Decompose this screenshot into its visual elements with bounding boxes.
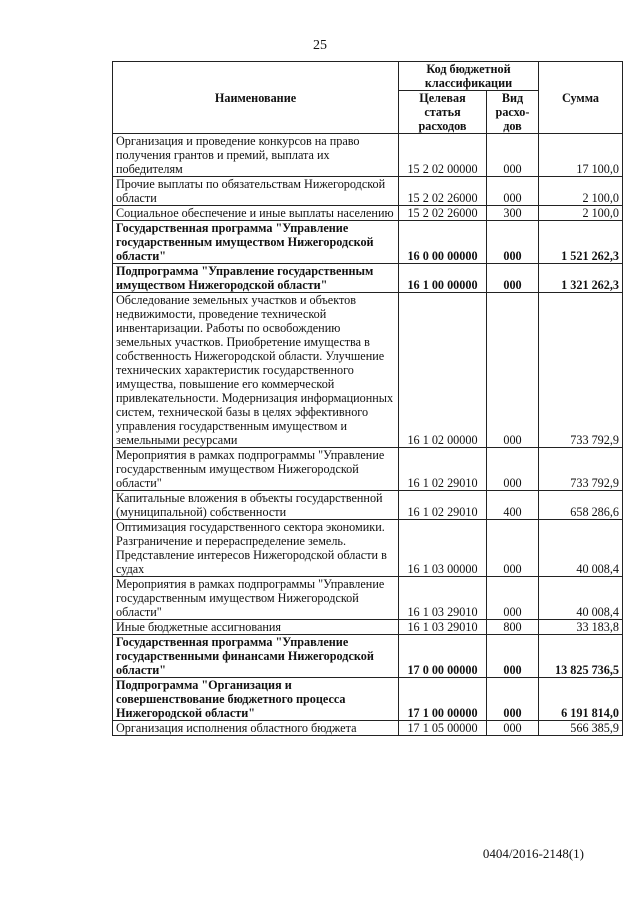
table-row: [113, 620, 623, 635]
row-target-article: 16 1 03 29010: [399, 577, 487, 620]
table-row: [113, 635, 623, 678]
table-row: [113, 293, 623, 448]
row-expense-type: 000: [487, 264, 539, 293]
header-amount: Сумма: [539, 62, 623, 134]
table-row: [113, 134, 623, 177]
table-row: [113, 206, 623, 221]
row-target-article: 17 1 05 00000: [399, 721, 487, 736]
row-amount: 1 321 262,3: [539, 264, 623, 293]
row-expense-type: 000: [487, 177, 539, 206]
header-name: Наименование: [113, 62, 399, 134]
row-amount: 40 008,4: [539, 577, 623, 620]
row-name: Подпрограмма "Организация и совершенствование бюджетного процесса Нижегородской области": [113, 678, 399, 721]
row-target-article: 16 1 02 29010: [399, 491, 487, 520]
page-number: 25: [313, 38, 327, 53]
document-code: 0404/2016-2148(1): [482, 846, 584, 861]
row-target-article: 16 1 02 00000: [399, 293, 487, 448]
row-target-article: 16 1 03 29010: [399, 620, 487, 635]
header-expense-type: Вид расхо-дов: [487, 91, 539, 134]
row-name: Государственная программа "Управление государственным имуществом Нижегородской области": [113, 221, 399, 264]
row-amount: 40 008,4: [539, 520, 623, 577]
row-amount: 17 100,0: [539, 134, 623, 177]
row-name: Иные бюджетные ассигнования: [113, 620, 399, 635]
row-name: Обследование земельных участков и объектов недвижимости, проведение технической инвентаризации. Работы по освобождению земельных участков. Приобретение имущества в собственность Нижегородской области. Улучшение технических характеристик государственного имущества, повышение его коммерческой привлекательности. Модернизация информационных систем, технической базы в целях эффективного управления государственным имуществом и земельными ресурсами: [113, 293, 399, 448]
table-body: [113, 134, 623, 736]
table-row: [113, 221, 623, 264]
row-name: Оптимизация государственного сектора экономики. Разграничение и перераспределение земель. Представление интересов Нижегородской области в судах: [113, 520, 399, 577]
row-expense-type: 000: [487, 221, 539, 264]
row-expense-type: 800: [487, 620, 539, 635]
row-expense-type: 300: [487, 206, 539, 221]
row-name: Мероприятия в рамках подпрограммы "Управление государственным имуществом Нижегородской области": [113, 577, 399, 620]
table-row: [113, 491, 623, 520]
row-target-article: 16 1 00 00000: [399, 264, 487, 293]
row-target-article: 16 0 00 00000: [399, 221, 487, 264]
table-row: [113, 520, 623, 577]
row-name: Организация исполнения областного бюджета: [113, 721, 399, 736]
row-amount: 733 792,9: [539, 448, 623, 491]
row-target-article: 15 2 02 26000: [399, 206, 487, 221]
table-row: [113, 264, 623, 293]
row-expense-type: 000: [487, 520, 539, 577]
row-name: Прочие выплаты по обязательствам Нижегородской области: [113, 177, 399, 206]
row-amount: 733 792,9: [539, 293, 623, 448]
row-target-article: 17 1 00 00000: [399, 678, 487, 721]
row-expense-type: 400: [487, 491, 539, 520]
table-row: [113, 448, 623, 491]
row-amount: 566 385,9: [539, 721, 623, 736]
row-amount: 1 521 262,3: [539, 221, 623, 264]
table-header: [113, 62, 623, 134]
table-row: [113, 678, 623, 721]
row-name: Подпрограмма "Управление государственным имуществом Нижегородской области": [113, 264, 399, 293]
budget-table: [112, 61, 623, 736]
row-expense-type: 000: [487, 721, 539, 736]
row-target-article: 16 1 03 00000: [399, 520, 487, 577]
row-amount: 6 191 814,0: [539, 678, 623, 721]
row-expense-type: 000: [487, 448, 539, 491]
row-amount: 2 100,0: [539, 206, 623, 221]
row-amount: 2 100,0: [539, 177, 623, 206]
row-amount: 658 286,6: [539, 491, 623, 520]
table-row: [113, 177, 623, 206]
row-name: Организация и проведение конкурсов на право получения грантов и премий, выплата их победителям: [113, 134, 399, 177]
header-code-group: Код бюджетной классификации: [399, 62, 539, 91]
row-expense-type: 000: [487, 134, 539, 177]
row-name: Социальное обеспечение и иные выплаты населению: [113, 206, 399, 221]
row-amount: 13 825 736,5: [539, 635, 623, 678]
table-row: [113, 721, 623, 736]
row-target-article: 15 2 02 00000: [399, 134, 487, 177]
header-target-article: Целевая статья расходов: [399, 91, 487, 134]
row-name: Государственная программа "Управление государственными финансами Нижегородской области": [113, 635, 399, 678]
row-name: Мероприятия в рамках подпрограммы "Управление государственным имуществом Нижегородской области": [113, 448, 399, 491]
row-amount: 33 183,8: [539, 620, 623, 635]
table-row: [113, 577, 623, 620]
row-expense-type: 000: [487, 635, 539, 678]
row-target-article: 17 0 00 00000: [399, 635, 487, 678]
row-target-article: 16 1 02 29010: [399, 448, 487, 491]
row-target-article: 15 2 02 26000: [399, 177, 487, 206]
row-expense-type: 000: [487, 678, 539, 721]
row-name: Капитальные вложения в объекты государственной (муниципальной) собственности: [113, 491, 399, 520]
row-expense-type: 000: [487, 577, 539, 620]
row-expense-type: 000: [487, 293, 539, 448]
